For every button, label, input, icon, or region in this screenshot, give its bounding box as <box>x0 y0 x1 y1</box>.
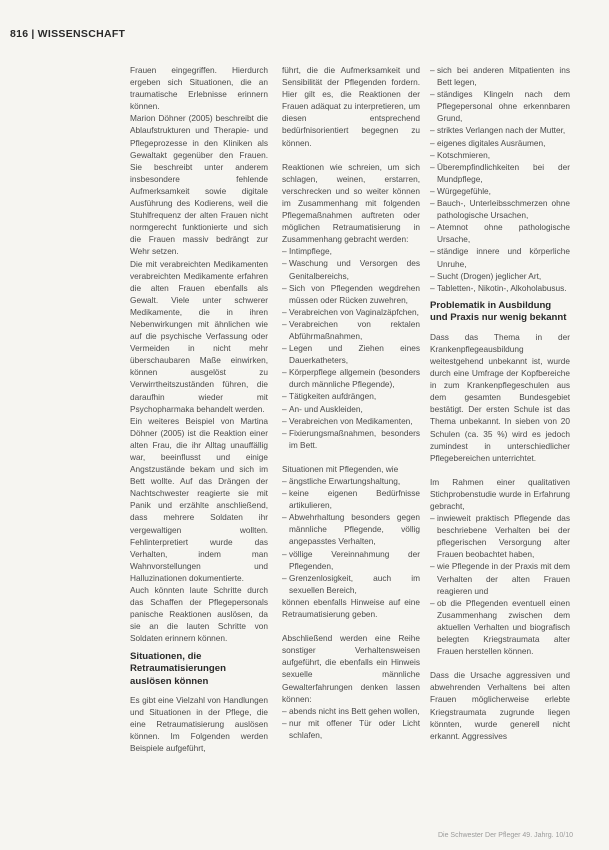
paragraph: führt, die die Aufmerksamkeit und Sensibilität der Pflegenden fordern. Hier gilt es, die Reaktionen der Frauen adäquat zu interpretieren, um diesen entsprechend bedürfnisorientiert begegnen zu können. <box>282 65 420 148</box>
list-item: – Überempfindlichkeiten bei der Mundpflege, <box>430 161 570 185</box>
list-item: – Grenzenlosigkeit, auch im sexuellen Bereich, <box>282 572 420 596</box>
bullet-list <box>430 64 570 294</box>
list-item: – ob die Pflegenden eventuell einen Zusammenhang zwischen dem aktuellen Verhalten und biografisch belegten Kriegstraumata alter Frauen herstellen können. <box>430 597 570 657</box>
list-item: – Verabreichen von rektalen Abführmaßnahmen, <box>282 318 420 342</box>
text-column-1 <box>130 64 268 754</box>
list-item: – ängstliche Erwartungshaltung, <box>282 475 420 487</box>
paragraph: Im Rahmen einer qualitativen Stichprobenstudie wurde in Erfahrung gebracht, <box>430 476 570 511</box>
list-item: – sich bei anderen Mitpatienten ins Bett legen, <box>430 64 570 88</box>
list-item: – abends nicht ins Bett gehen wollen, <box>282 705 420 717</box>
list-item: – striktes Verlangen nach der Mutter, <box>430 124 570 136</box>
paragraph: Marion Döhner (2005) beschreibt die Ablaufstrukturen und Therapie- und Pflegeprozesse in den Kliniken als Gewaltakt gegenüber den Frauen. Sie beschreibt unter anderem insbesondere fehlende Aufmerksamkeit sowie digitale Ausführung des Kodierens, weil die Stuhlfrequenz der alten Frauen nicht normgerecht funktionierte und sich die Frauen massiv bedrängt zur Wehr setzen. <box>130 113 268 257</box>
list-item: – ständige innere und körperliche Unruhe, <box>430 245 570 269</box>
paragraph: Dass die Ursache aggressiven und abwehrenden Verhaltens bei alten Frauen möglicherweise erlebte Kriegstraumata zugrunde liegen könnten, wurde generell nicht erkannt. Aggressives <box>430 670 570 741</box>
paragraph: Dass das Thema in der Krankenpflegeausbildung weitestgehend unbekannt ist, wurde durch eine Umfrage der Kopfbereiche in zum Krankenpflegeschulen aus dem gesamten Bundesgebiet bestätigt. Der ersten Schule ist das Thema unbekannt. In sieben von 20 Schulen (ca. 35 %) wird es jedoch zumindest in unterschiedlicher Pflegebereichen unterrichtet. <box>430 331 570 463</box>
list-item: – Kotschmieren, <box>430 149 570 161</box>
text-column-3 <box>430 64 570 742</box>
list-item: – inwieweit praktisch Pflegende das beschriebene Verhalten bei der pflegerischen Versorgung alter Frauen beobachtet haben, <box>430 512 570 560</box>
list-item: – Körperpflege allgemein (besonders durch männliche Pflegende), <box>282 366 420 390</box>
list-item: – ständiges Klingeln nach dem Pflegepersonal ohne erkennbaren Grund, <box>430 88 570 124</box>
paragraph: Es gibt eine Vielzahl von Handlungen und Situationen in der Pflege, die eine Retraumatisierung auslösen können. Im Folgenden werden Beispiele aufgeführt, <box>130 695 268 754</box>
list-item: – Bauch-, Unterleibsschmerzen ohne pathologische Ursachen, <box>430 197 570 221</box>
text-column-2 <box>282 64 420 741</box>
list-item: – Tätigkeiten aufdrängen, <box>282 390 420 402</box>
list-item: – nur mit offener Tür oder Licht schlafen, <box>282 717 420 741</box>
bullet-list <box>430 512 570 657</box>
bullet-list <box>282 475 420 596</box>
page-number: 816 <box>10 28 29 40</box>
paragraph: Die mit verabreichten Medikamenten verabreichten Medikamente erfahren die alten Frauen ebenfalls als Gewalt. Viele unter schwerer Medikamente, die in ihren Nebenwirkungen mit ähnlichen wie auf die psychische Verfassung oder Vermeiden in nicht mehr überschaubaren Maße einwirken, können ausgelöst zu Verwirrtheitszuständen führen, die daraufhin wieder mit Psychopharmaka behandelt werden. <box>130 258 268 414</box>
header-separator: | <box>31 28 35 40</box>
list-item: – Verabreichen von Vaginalzäpfchen, <box>282 306 420 318</box>
list-item: – Waschung und Versorgen des Genitalbereichs, <box>282 257 420 281</box>
list-item: – Sucht (Drogen) jeglicher Art, <box>430 270 570 282</box>
list-item: – eigenes digitales Ausräumen, <box>430 137 570 149</box>
paragraph: Ein weiteres Beispiel von Martina Döhner (2005) ist die Reaktion einer alten Frau, die ihr Alltag unauffällig war, beeinflusst und einige Angstzustände bekam und sich im Bett wollte. Auf das Drängen der Nachtschwester reagierte sie mit Panik und erzählte anschließend, dass mehrere Soldaten ihr vergewaltigen wollten. Fehlinterpretiert wurde das Verhalten, indem man Wahnvorstellungen und Halluzinationen dokumentierte. <box>130 415 268 583</box>
paragraph: Abschließend werden eine Reihe sonstiger Verhaltensweisen aufgeführt, die ebenfalls ein Hinweis sexuelle männliche Gewalterfahrungen denken lassen können: <box>282 633 420 704</box>
list-item: – keine eigenen Bedürfnisse artikulieren, <box>282 487 420 511</box>
list-item: – Tabletten-, Nikotin-, Alkoholabusus. <box>430 282 570 294</box>
list-item: – Atemnot ohne pathologische Ursache, <box>430 221 570 245</box>
bullet-list <box>282 245 420 451</box>
page-footer: Die Schwester Der Pfleger 49. Jahrg. 10/10 <box>437 832 573 839</box>
list-item: – wie Pflegende in der Praxis mit dem Verhalten der alten Frauen reagieren und <box>430 560 570 596</box>
list-item: – Intimpflege, <box>282 245 420 257</box>
section-heading: Problematik in Ausbildung und Praxis nur wenig bekannt <box>430 299 567 324</box>
paragraph: können ebenfalls Hinweise auf eine Retraumatisierung geben. <box>282 596 420 620</box>
page-header <box>10 28 125 40</box>
bullet-list <box>282 705 420 741</box>
list-item: – Abwehrhaltung besonders gegen männliche Pflegende, völlig angepasstes Verhalten, <box>282 511 420 547</box>
list-item: – Legen und Ziehen eines Dauerkatheters, <box>282 342 420 366</box>
list-item: – Verabreichen von Medikamenten, <box>282 415 420 427</box>
section-title: WISSENSCHAFT <box>37 28 126 40</box>
list-item: – völlige Vereinnahmung der Pflegenden, <box>282 548 420 572</box>
list-item: – An- und Auskleiden, <box>282 403 420 415</box>
section-heading: Situationen, die Retraumatisierungen auslösen können <box>130 650 226 687</box>
paragraph: Reaktionen wie schreien, um sich schlagen, weinen, erstarren, verschrecken und so weiter können im Zusammenhang mit folgenden Pflegemaßnahmen auftreten oder möglichen Retraumatisierung in Zusammenhang gebracht werden: <box>282 161 420 245</box>
paragraph: Situationen mit Pflegenden, wie <box>282 463 399 474</box>
list-item: – Sich von Pflegenden wegdrehen müssen oder Rücken zuwehren, <box>282 282 420 306</box>
paragraph: Frauen eingegriffen. Hierdurch ergeben sich Situationen, die an traumatische Erlebnisse erinnern können. <box>130 65 268 112</box>
list-item: – Würgegefühle, <box>430 185 570 197</box>
paragraph: Auch könnten laute Schritte durch das Schaffen der Pflegepersonals panische Reaktionen auslösen, da sie an die lauten Schritte von Soldaten erinnern können. <box>130 585 268 644</box>
list-item: – Fixierungsmaßnahmen, besonders im Bett. <box>282 427 420 451</box>
